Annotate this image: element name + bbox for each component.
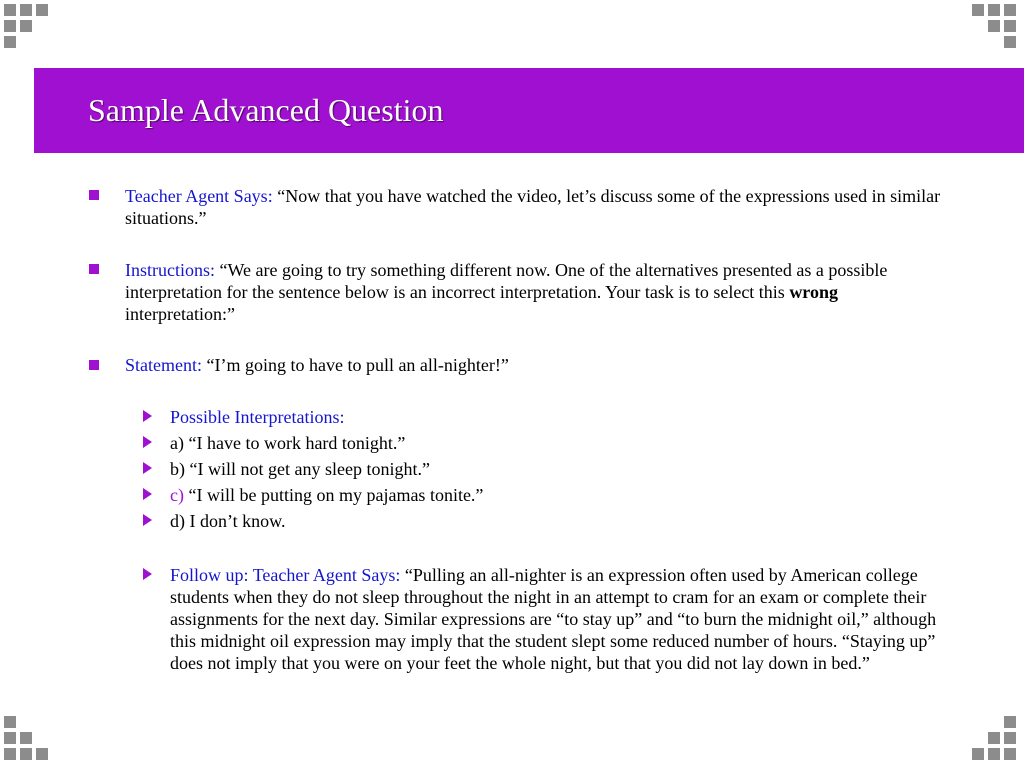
instructions-text-before: “We are going to try something different now. One of the alternatives presented as a possible interpretation for the sentence below is an incorrect interpretation. Your task is to select this — [125, 260, 888, 302]
interpretation-c-label: c) — [170, 485, 184, 505]
interpretation-b: b) “I will not get any sleep tonight.” — [170, 459, 430, 479]
instructions-text-after: interpretation:” — [125, 304, 235, 324]
triangle-bullet-icon — [143, 514, 152, 526]
corner-ornament-bottom-right — [972, 716, 1020, 764]
interpretation-a: a) “I have to work hard tonight.” — [170, 433, 406, 453]
instructions-item — [125, 259, 945, 325]
square-bullet-icon — [89, 360, 99, 370]
follow-up-item — [170, 564, 950, 674]
triangle-bullet-icon — [143, 462, 152, 474]
triangle-bullet-icon — [143, 410, 152, 422]
square-bullet-icon — [89, 264, 99, 274]
triangle-bullet-icon — [143, 488, 152, 500]
follow-up-text: “Pulling an all-nighter is an expression often used by American college students when they do not sleep throughout the night in an attempt to cram for an exam or complete their assignments for the next day. Similar expressions are “to stay up” and “to burn the midnight oil,” although this midnight oil expression may imply that the student slept some reduced number of hours. “Staying up” does not imply that you were on your feet the whole night, but that you did not lay down in bed.” — [170, 565, 937, 673]
square-bullet-icon — [89, 190, 99, 200]
slide-title: Sample Advanced Question — [88, 92, 444, 128]
follow-up-label: Follow up: Teacher Agent Says: — [170, 565, 401, 585]
triangle-bullet-icon — [143, 568, 152, 580]
title-bar — [34, 68, 1024, 153]
teacher-says-item — [125, 185, 945, 229]
interpretation-c — [170, 484, 950, 506]
statement-label: Statement: — [125, 355, 202, 375]
instructions-bold-word: wrong — [789, 282, 838, 302]
triangle-bullet-icon — [143, 436, 152, 448]
corner-ornament-bottom-left — [4, 716, 52, 764]
statement-item — [125, 354, 945, 376]
corner-ornament-top-left — [4, 4, 52, 52]
interpretation-c-text: “I will be putting on my pajamas tonite.” — [183, 485, 484, 505]
teacher-says-text: “Now that you have watched the video, let’s discuss some of the expressions used in similar situations.” — [125, 186, 941, 228]
interpretations-heading: Possible Interpretations: — [170, 407, 345, 427]
instructions-label: Instructions: — [125, 260, 215, 280]
statement-text: “I’m going to have to pull an all-nighter!” — [201, 355, 509, 375]
corner-ornament-top-right — [972, 4, 1020, 52]
interpretation-d: d) I don’t know. — [170, 511, 286, 531]
teacher-says-label: Teacher Agent Says: — [125, 186, 273, 206]
